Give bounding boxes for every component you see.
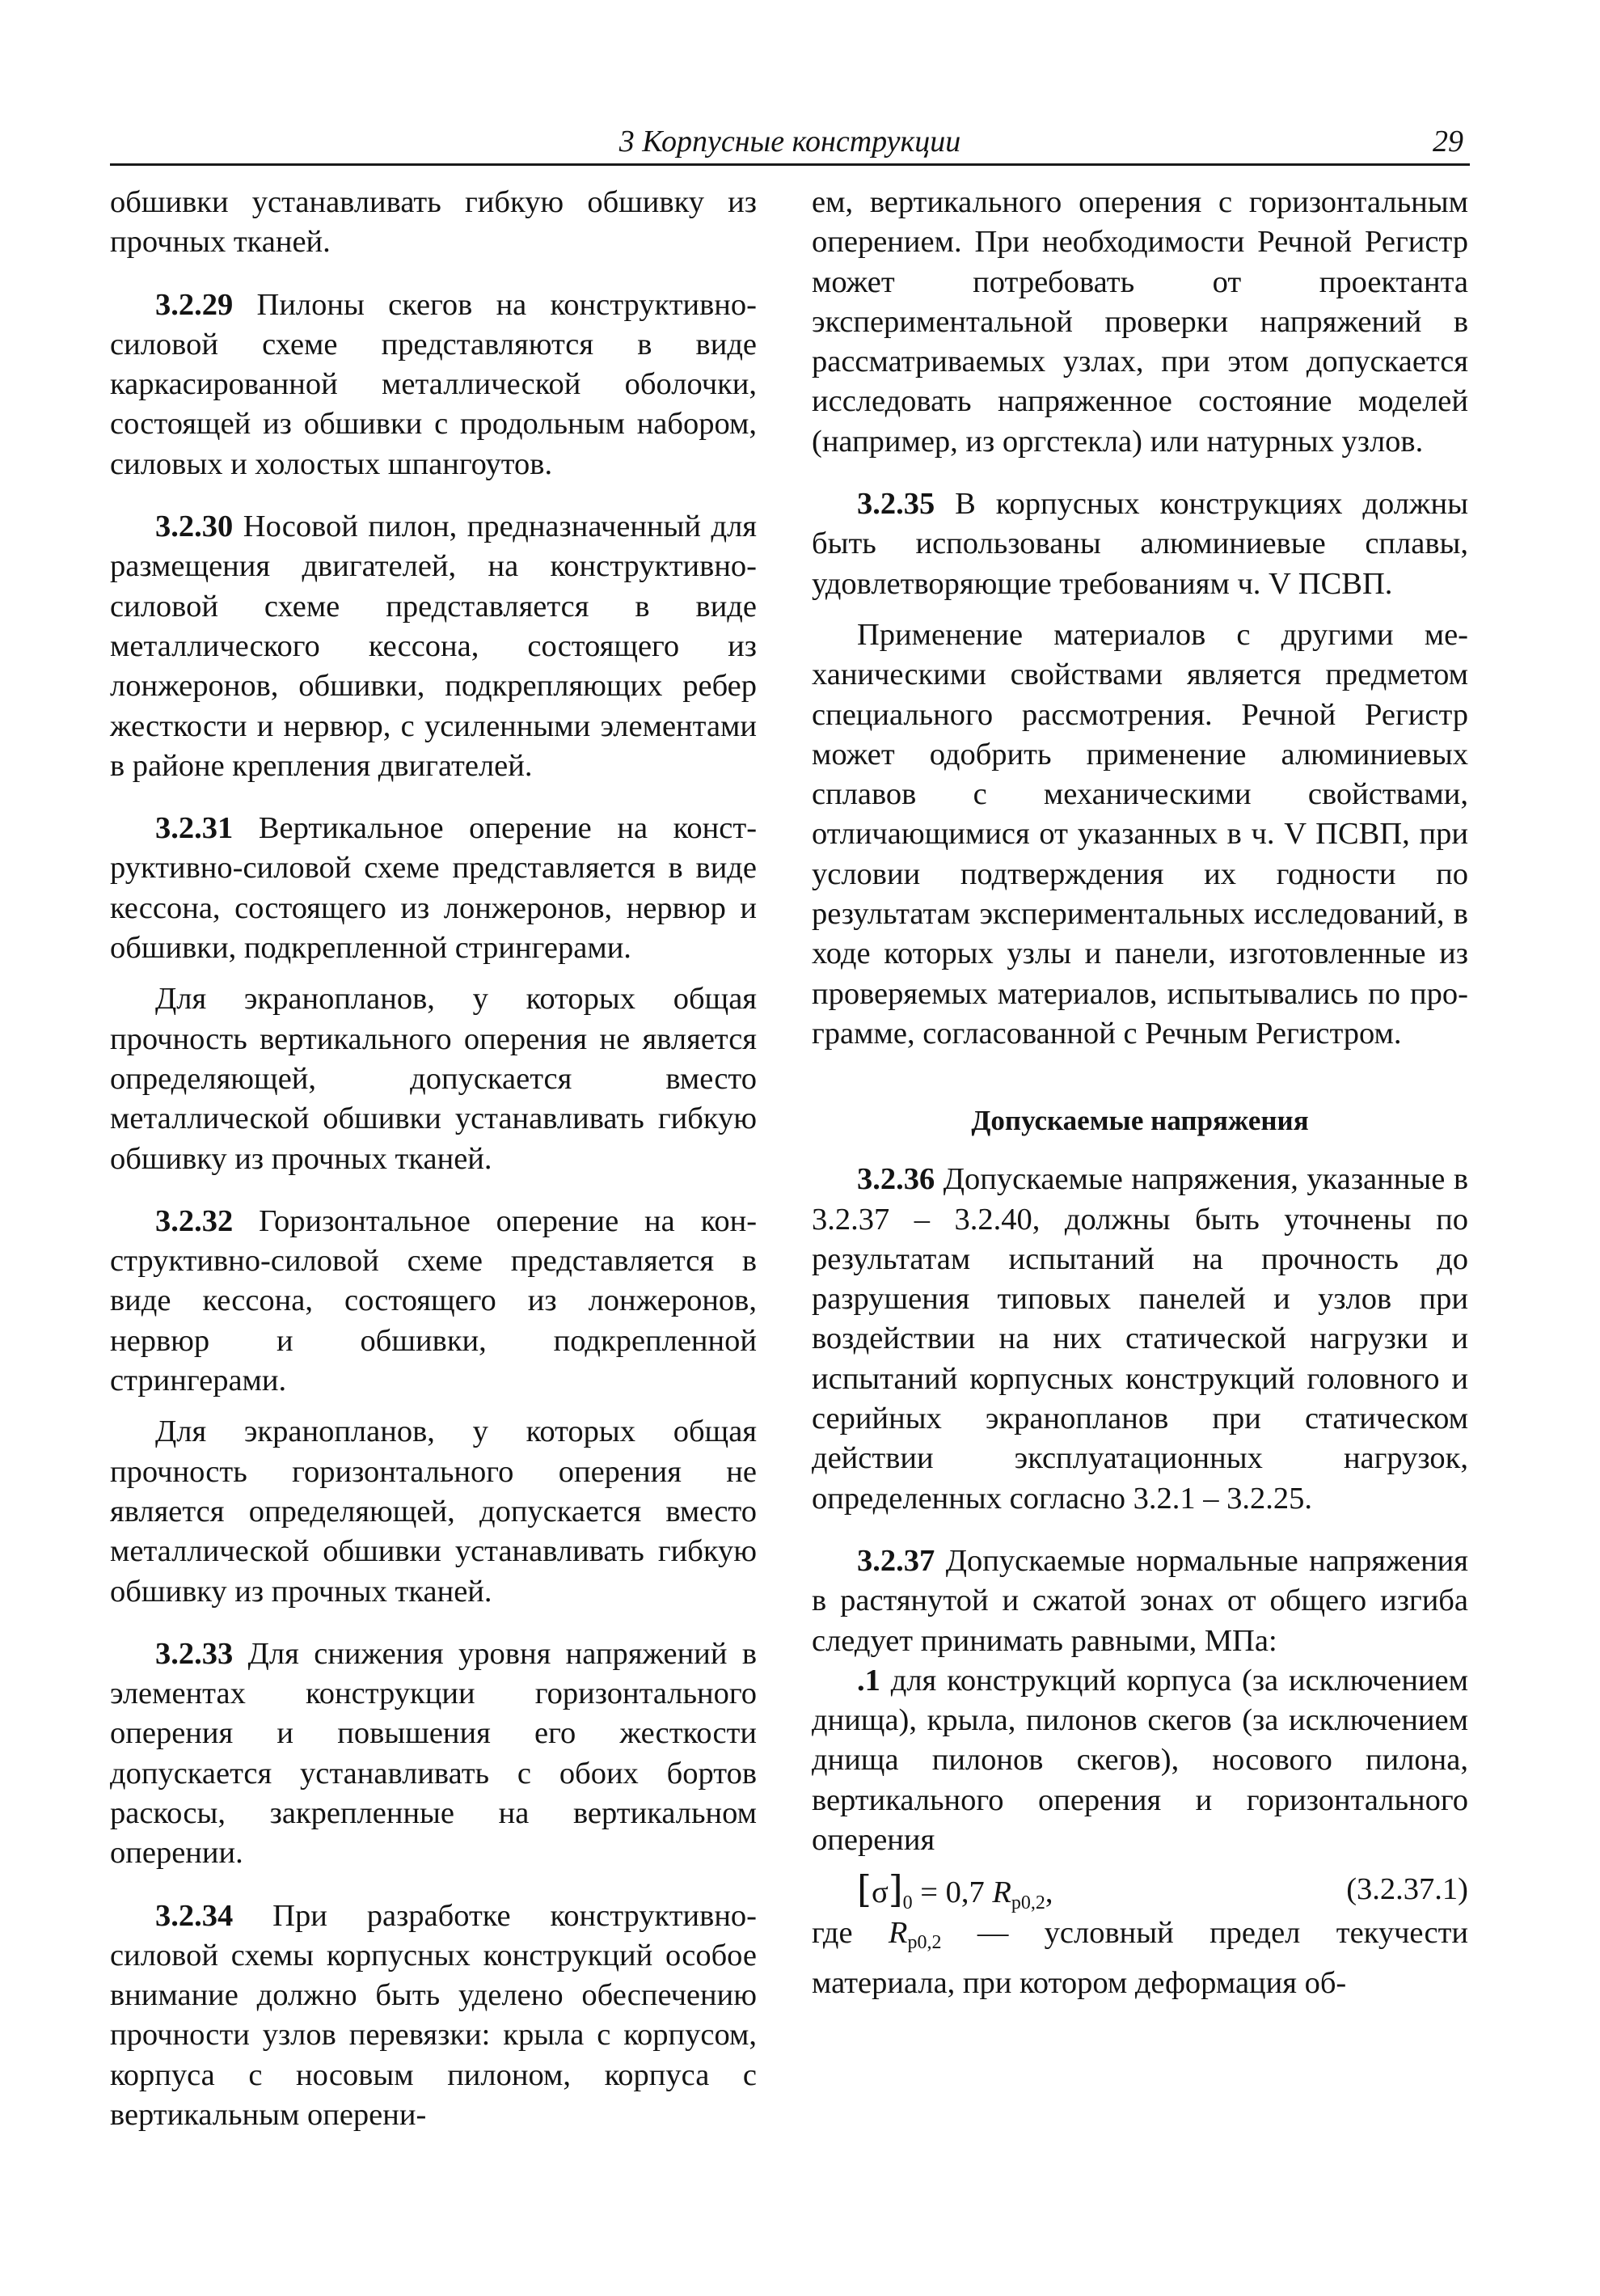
clause-3-2-37: 3.2.37 Допускаемые нормальные напряжения в растянутой и сжатой зонах от общего изгиба следует принимать равными, МПа:: [812, 1543, 1468, 1658]
section-heading: Допускаемые напряжения: [971, 1105, 1309, 1137]
formula-3-2-37-1: [812, 1865, 1468, 1913]
formula-explanation: где $R_{p0,2}$ — условный предел текучести материала, при котором деформация об-: [812, 1916, 1468, 2000]
formula-sigma-subscript: 0: [902, 1892, 913, 1914]
paragraph: ем, вертикального оперения с горизонтальным оперением. При необходимости Речной Регистр может потребовать от проектанта экспериментальной проверки напряжений в рассматриваемых узлах, при этом допускается исследовать напряженное состояние моделей (например, из оргстекла) или натурных узлов.: [812, 185, 1468, 459]
formula-expression: $[\sigma]_0 = 0,7$ $R_{p0,2}$,: [857, 1867, 1053, 1914]
clause-3-2-33: 3.2.33 Для снижения уровня напряжений в элементах конструкции горизонтального оперения и повышения его жесткости допускается устанавливать с обоих бортов раскосы, закрепленные на вертикальном оперении.: [110, 1636, 757, 1871]
clause-3-2-31: 3.2.31 Вертикальное оперение на конструктивно-силовой схеме представляется в виде кессона, состоящего из лонжеронов, нервюр и обшивки, подкрепленной стрингерами.: [110, 811, 758, 966]
paragraph: Применение материалов с другими механическими свойствами является предметом специального рассмотрения. Речной Регистр может одобрить применение алюминиевых сплавов с механическими свойствами, отличающимися от указанных в ч. V ПСВП, при условии подтверждения их годности по результатам экспериментальных исследований, в ходе которых узлы и панели, изготовленные из проверяемых материалов, испытывались по программе, согласованной с Речным Регистром.: [812, 617, 1468, 1051]
formula-coefficient: = 0,7: [920, 1875, 985, 1910]
paragraph: Для экранопланов, у которых общая прочность горизонтального оперения не является определяющей, допускается вместо металлической обшивки устанавливать гибкую обшивку из прочных тканей.: [110, 1414, 757, 1609]
header-rule: [110, 163, 1470, 166]
clause-3-2-34: 3.2.34 При разработке конструктивно-силовой схемы корпусных конструкций особое внимание должно быть уделено обеспечению прочности узлов перевязки: крыла с корпусом, корпуса с носовым пилоном, корпуса с вертикальным оперени-: [110, 1898, 757, 2133]
clause-3-2-35: 3.2.35 В корпусных конструкциях должны быть использованы алюминиевые сплавы, удовлетворяющие требованиям ч. V ПСВП.: [812, 487, 1468, 601]
running-header: [110, 121, 1470, 163]
paragraph: обшивки устанавливать гибкую обшивку из прочных тканей.: [110, 185, 757, 260]
page-number: 29: [1433, 125, 1463, 159]
clause-3-2-32: 3.2.32 Горизонтальное оперение на конструктивно-силовой схеме представляется в виде кессона, состоящего из лонжеронов, нервюр и обшивки, подкрепленной стрингерами.: [110, 1203, 758, 1398]
clause-3-2-29: 3.2.29 Пилоны скегов на конструктивно-силовой схеме представляются в виде каркасированной металлической оболочки, состоящей из обшивки с продольным набором, силовых и холостых шпангоутов.: [110, 287, 757, 481]
paragraph: Для экранопланов, у которых общая прочность вертикального оперения не является определяющей, допускается вместо металлической обшивки устанавливать гибкую обшивку из прочных тканей.: [110, 982, 757, 1176]
formula-sigma: σ: [871, 1875, 889, 1910]
chapter-title: 3 Корпусные конструкции: [618, 125, 961, 159]
clause-item-1: .1 для конструкций корпуса (за исключением днища), крыла, пилонов скегов (за исключением днища пилонов скегов), носового пилона, вертикального оперения и горизонтального оперения: [812, 1663, 1469, 1857]
clause-3-2-36: 3.2.36 Допускаемые напряжения, указанные в 3.2.37 – 3.2.40, должны быть уточнены по результатам испытаний на прочность до разрушения типовых панелей и узлов при воздействии на них статической нагрузки и испытаний корпусных конструкций головного и серийных экранопланов при статическом действии эксплуатационных нагрузок, определенных согласно 3.2.1 – 3.2.25.: [812, 1162, 1468, 1516]
formula-r-symbol: R: [992, 1875, 1011, 1910]
right-column: [812, 183, 1468, 2003]
formula-r-subscript: p0,2: [1011, 1892, 1045, 1914]
formula-comma: ,: [1045, 1875, 1053, 1910]
formula-number: (3.2.37.1): [1346, 1872, 1468, 1907]
left-column: [110, 183, 757, 2135]
clause-3-2-30: 3.2.30 Носовой пилон, предназначенный для размещения двигателей, на конструктивно-силовой схеме представляется в виде металлического кессона, состоящего из лонжеронов, обшивки, подкрепляющих ребер жесткости и нервюр, с усиленными элементами в районе крепления двигателей.: [110, 510, 758, 783]
